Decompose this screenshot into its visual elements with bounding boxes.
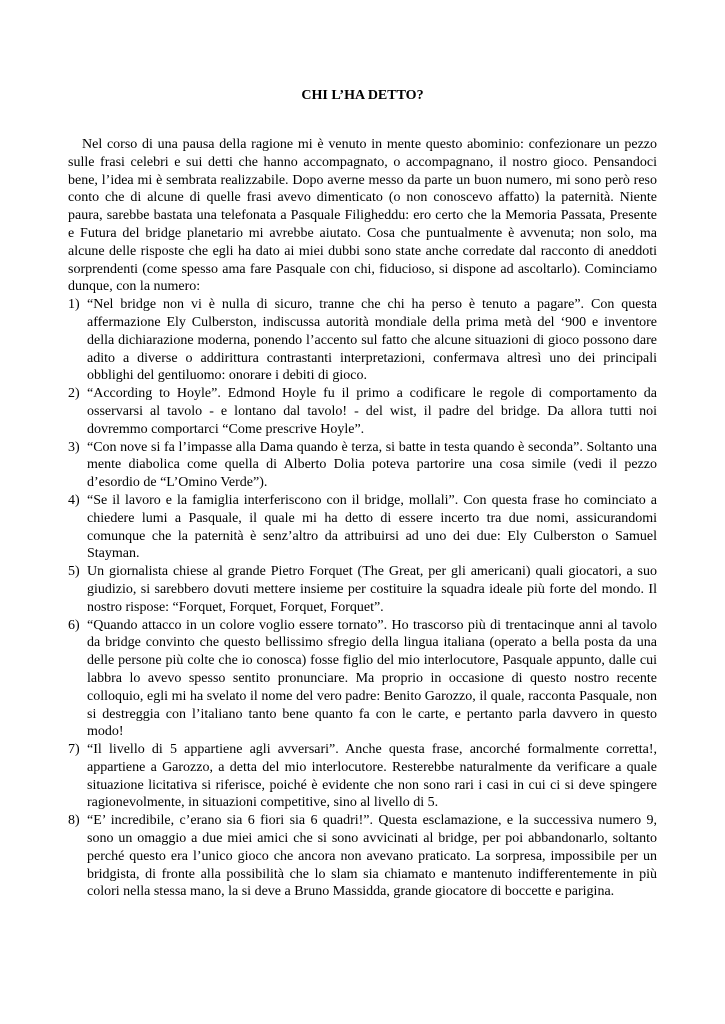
document-title: CHI L’HA DETTO? [301, 88, 424, 103]
list-item-text: “Se il lavoro e la famiglia interferiscono con il bridge, mollali”. Con questa frase ho cominciato a chiedere lumi a Pasquale, il quale mi ha detto di essere incerto tra due nomi, assicurandomi comunque che la paternità è senz’altro da attribuirsi ad uno dei due: Ely Culberston o Samuel Stayman. [87, 492, 657, 562]
list-item-text: “Quando attacco in un colore voglio essere tornato”. Ho trascorso più di trentacinque anni al tavolo da bridge convinto che questo bellissimo sfregio della lingua italiana (operato a bella posta da una delle persone più colte che io conosca) fosse figlio del mio interlocutore, Pasquale appunto, dalle cui labbra lo avevo spesso sentito pronunciare. Ma proprio in occasione di questo nostro recente colloquio, egli mi ha svelato il nome del vero padre: Benito Garozzo, il quale, racconta Pasquale, non si destreggia con l’italiano tanto bene quanto fa con le carte, e pertanto parla davvero in questo modo! [87, 617, 657, 740]
list-item [68, 492, 657, 563]
list-item-number: 7) [68, 742, 80, 758]
numbered-list [68, 296, 657, 901]
list-item [68, 385, 657, 438]
list-item-number: 3) [68, 439, 80, 455]
intro-paragraph: Nel corso di una pausa della ragione mi è venuto in mente questo abominio: confezionare un pezzo sulle frasi celebri e sui detti che hanno accompagnato, o accompagnano, il nostro gioco. Pensandoci bene, l’idea mi è sembrata realizzabile. Dopo averne messo da parte un buon numero, mi sono però reso conto che di alcune di quelle frasi avevo dimenticato (o non conoscevo affatto) la paternità. Niente paura, sarebbe bastata una telefonata a Pasquale Filigheddu: ero certo che la Memoria Passata, Presente e Futura del bridge planetario mi avrebbe aiutato. Cosa che puntualmente è avvenuta; non solo, ma alcune delle risposte che egli ha dato ai miei dubbi sono state anche corredate dal racconto di aneddoti sorprendenti (come spesso ama fare Pasquale con chi, fiducioso, si dispone ad ascoltarlo). Cominciamo dunque, con la numero: [68, 137, 657, 295]
list-item-text: “E’ incredibile, c’erano sia 6 fiori sia 6 quadri!”. Questa esclamazione, e la successiva numero 9, sono un omaggio a due miei amici che si sono avvicinati al bridge, per poi abbandonarlo, soltanto perché questo era l’unico gioco che ancora non avevano praticato. La sorpresa, impossibile per un bridgista, di fronte alla possibilità che lo slam sia chiamato e mantenuto indifferentemente in più colori nella stessa mano, la si deve a Bruno Massidda, grande giocatore di boccette e parigina. [87, 813, 657, 900]
list-item [68, 741, 657, 812]
list-item-text: “Con nove si fa l’impasse alla Dama quando è terza, si batte in testa quando è seconda”. Soltanto una mente diabolica come quella di Alberto Dolia poteva partorire una cosa simile (vedi il pezzo d’esordio de “L’Omino Verde”). [87, 439, 657, 491]
list-item-text: “Nel bridge non vi è nulla di sicuro, tranne che chi ha perso è tenuto a pagare”. Con questa affermazione Ely Culberston, indiscussa autorità mondiale della prima metà del ‘900 e inventore della dichiarazione moderna, ponendo l’accento sul fatto che alcune situazioni di gioco possono dare adito a diverse o addirittura contrastanti interpretazioni, confermava altresì uno dei principali obblighi del gentiluomo: onorare i debiti di gioco. [87, 297, 657, 384]
list-item [68, 617, 657, 742]
list-item-text: “According to Hoyle”. Edmond Hoyle fu il primo a codificare le regole di comportamento da osservarsi al tavolo - e lontano dal tavolo! - del wist, il padre del bridge. Da allora tutti noi dovremmo comportarci “Come prescrive Hoyle”. [87, 386, 657, 437]
list-item-number: 2) [68, 386, 80, 402]
document-body [68, 136, 657, 901]
list-item-number: 4) [68, 492, 80, 508]
list-item [68, 296, 657, 385]
list-item-number: 5) [68, 564, 80, 580]
list-item-number: 1) [68, 297, 80, 313]
list-item-text: “Il livello di 5 appartiene agli avversari”. Anche questa frase, ancorché formalmente corretta!, appartiene a Garozzo, a detta del mio interlocutore. Resterebbe naturalmente da verificare a quale situazione licitativa si riferisce, poiché è evidente che non sono rari i casi in cui ci si deve spingere ragionevolmente, in situazioni competitive, sino al livello di 5. [87, 742, 657, 811]
list-item-number: 6) [68, 617, 80, 633]
list-item [68, 563, 657, 616]
list-item-text: Un giornalista chiese al grande Pietro Forquet (The Great, per gli americani) quali giocatori, a suo giudizio, si sarebbero dovuti mettere insieme per costituire la squadra ideale più forte del mondo. Il nostro rispose: “Forquet, Forquet, Forquet, Forquet”. [87, 564, 657, 615]
list-item [68, 439, 657, 492]
list-item-number: 8) [68, 813, 80, 829]
list-item [68, 812, 657, 901]
